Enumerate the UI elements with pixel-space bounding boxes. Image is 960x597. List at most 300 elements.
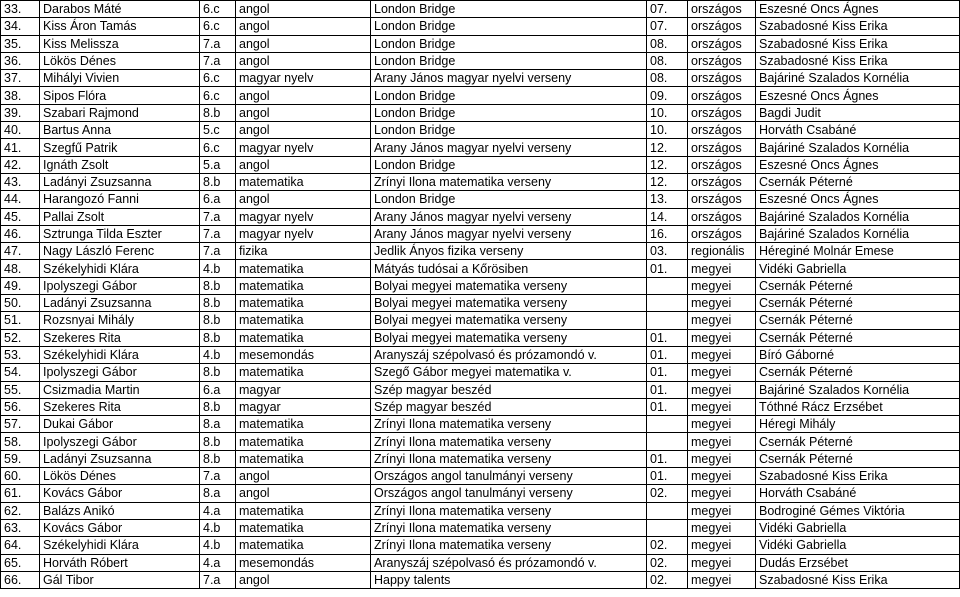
competition-cell: Szép magyar beszéd xyxy=(371,398,647,415)
competition-cell: Arany János magyar nyelvi verseny xyxy=(371,139,647,156)
competition-cell: Arany János magyar nyelvi verseny xyxy=(371,70,647,87)
class-cell: 5.a xyxy=(200,156,236,173)
teacher-cell: Csernák Péterné xyxy=(756,433,960,450)
table-row xyxy=(1,173,960,190)
student-name-cell: Dukai Gábor xyxy=(40,416,200,433)
student-name-cell: Ladányi Zsuzsanna xyxy=(40,450,200,467)
student-name-cell: Ipolyszegi Gábor xyxy=(40,433,200,450)
placement-cell: 01. xyxy=(647,364,688,381)
subject-cell: angol xyxy=(236,122,371,139)
class-cell: 8.b xyxy=(200,364,236,381)
class-cell: 6.c xyxy=(200,139,236,156)
competition-cell: Bolyai megyei matematika verseny xyxy=(371,329,647,346)
row-number-cell: 66. xyxy=(1,571,40,588)
level-cell: megyei xyxy=(688,295,756,312)
competition-cell: Zrínyi Ilona matematika verseny xyxy=(371,450,647,467)
row-number-cell: 40. xyxy=(1,122,40,139)
table-row xyxy=(1,312,960,329)
competition-cell: Zrínyi Ilona matematika verseny xyxy=(371,502,647,519)
student-name-cell: Szekeres Rita xyxy=(40,329,200,346)
level-cell: megyei xyxy=(688,502,756,519)
student-name-cell: Pallai Zsolt xyxy=(40,208,200,225)
level-cell: megyei xyxy=(688,398,756,415)
level-cell: megyei xyxy=(688,260,756,277)
subject-cell: angol xyxy=(236,191,371,208)
subject-cell: angol xyxy=(236,87,371,104)
placement-cell: 01. xyxy=(647,398,688,415)
placement-cell: 08. xyxy=(647,70,688,87)
class-cell: 7.a xyxy=(200,243,236,260)
table-row xyxy=(1,433,960,450)
competition-cell: Országos angol tanulmányi verseny xyxy=(371,485,647,502)
subject-cell: angol xyxy=(236,104,371,121)
table-row xyxy=(1,450,960,467)
student-name-cell: Harangozó Fanni xyxy=(40,191,200,208)
table-row xyxy=(1,295,960,312)
table-row xyxy=(1,416,960,433)
table-row xyxy=(1,398,960,415)
class-cell: 8.a xyxy=(200,485,236,502)
subject-cell: matematika xyxy=(236,173,371,190)
row-number-cell: 37. xyxy=(1,70,40,87)
class-cell: 8.b xyxy=(200,312,236,329)
row-number-cell: 52. xyxy=(1,329,40,346)
student-name-cell: Kovács Gábor xyxy=(40,485,200,502)
student-name-cell: Nagy László Ferenc xyxy=(40,243,200,260)
student-name-cell: Darabos Máté xyxy=(40,1,200,18)
row-number-cell: 60. xyxy=(1,468,40,485)
teacher-cell: Dudás Erzsébet xyxy=(756,554,960,571)
placement-cell: 07. xyxy=(647,1,688,18)
row-number-cell: 53. xyxy=(1,346,40,363)
row-number-cell: 51. xyxy=(1,312,40,329)
student-name-cell: Balázs Anikó xyxy=(40,502,200,519)
row-number-cell: 34. xyxy=(1,18,40,35)
table-row xyxy=(1,18,960,35)
student-name-cell: Csizmadia Martin xyxy=(40,381,200,398)
subject-cell: magyar xyxy=(236,398,371,415)
placement-cell: 08. xyxy=(647,35,688,52)
teacher-cell: Vidéki Gabriella xyxy=(756,260,960,277)
level-cell: országos xyxy=(688,173,756,190)
placement-cell xyxy=(647,295,688,312)
competition-cell: Happy talents xyxy=(371,571,647,588)
class-cell: 4.a xyxy=(200,502,236,519)
subject-cell: angol xyxy=(236,52,371,69)
subject-cell: matematika xyxy=(236,260,371,277)
row-number-cell: 56. xyxy=(1,398,40,415)
teacher-cell: Eszesné Oncs Ágnes xyxy=(756,1,960,18)
student-name-cell: Ignáth Zsolt xyxy=(40,156,200,173)
row-number-cell: 62. xyxy=(1,502,40,519)
subject-cell: angol xyxy=(236,1,371,18)
class-cell: 4.b xyxy=(200,346,236,363)
competition-cell: Szép magyar beszéd xyxy=(371,381,647,398)
competition-cell: London Bridge xyxy=(371,87,647,104)
competition-cell: Zrínyi Ilona matematika verseny xyxy=(371,416,647,433)
teacher-cell: Csernák Péterné xyxy=(756,364,960,381)
row-number-cell: 35. xyxy=(1,35,40,52)
results-table-body xyxy=(1,1,960,589)
row-number-cell: 49. xyxy=(1,277,40,294)
subject-cell: angol xyxy=(236,468,371,485)
placement-cell: 10. xyxy=(647,122,688,139)
student-name-cell: Sipos Flóra xyxy=(40,87,200,104)
class-cell: 7.a xyxy=(200,35,236,52)
level-cell: országos xyxy=(688,18,756,35)
row-number-cell: 65. xyxy=(1,554,40,571)
placement-cell: 12. xyxy=(647,173,688,190)
placement-cell xyxy=(647,502,688,519)
placement-cell xyxy=(647,433,688,450)
subject-cell: matematika xyxy=(236,450,371,467)
class-cell: 6.c xyxy=(200,70,236,87)
teacher-cell: Héregi Mihály xyxy=(756,416,960,433)
level-cell: megyei xyxy=(688,485,756,502)
teacher-cell: Csernák Péterné xyxy=(756,329,960,346)
class-cell: 4.b xyxy=(200,537,236,554)
level-cell: megyei xyxy=(688,381,756,398)
student-name-cell: Kiss Melissza xyxy=(40,35,200,52)
subject-cell: angol xyxy=(236,485,371,502)
student-name-cell: Mihályi Vivien xyxy=(40,70,200,87)
class-cell: 8.b xyxy=(200,450,236,467)
level-cell: országos xyxy=(688,35,756,52)
class-cell: 8.b xyxy=(200,398,236,415)
row-number-cell: 46. xyxy=(1,225,40,242)
table-row xyxy=(1,537,960,554)
table-row xyxy=(1,104,960,121)
placement-cell: 08. xyxy=(647,52,688,69)
table-row xyxy=(1,571,960,588)
subject-cell: matematika xyxy=(236,519,371,536)
teacher-cell: Eszesné Oncs Ágnes xyxy=(756,156,960,173)
teacher-cell: Bodroginé Gémes Viktória xyxy=(756,502,960,519)
competition-cell: Országos angol tanulmányi verseny xyxy=(371,468,647,485)
level-cell: megyei xyxy=(688,346,756,363)
row-number-cell: 54. xyxy=(1,364,40,381)
row-number-cell: 55. xyxy=(1,381,40,398)
level-cell: megyei xyxy=(688,416,756,433)
row-number-cell: 47. xyxy=(1,243,40,260)
table-row xyxy=(1,260,960,277)
teacher-cell: Szabadosné Kiss Erika xyxy=(756,468,960,485)
placement-cell: 16. xyxy=(647,225,688,242)
placement-cell: 02. xyxy=(647,537,688,554)
teacher-cell: Vidéki Gabriella xyxy=(756,519,960,536)
level-cell: országos xyxy=(688,70,756,87)
subject-cell: angol xyxy=(236,18,371,35)
class-cell: 6.a xyxy=(200,381,236,398)
student-name-cell: Rozsnyai Mihály xyxy=(40,312,200,329)
subject-cell: matematika xyxy=(236,364,371,381)
row-number-cell: 50. xyxy=(1,295,40,312)
level-cell: országos xyxy=(688,1,756,18)
subject-cell: magyar nyelv xyxy=(236,225,371,242)
placement-cell: 07. xyxy=(647,18,688,35)
class-cell: 8.a xyxy=(200,416,236,433)
table-row xyxy=(1,502,960,519)
table-row xyxy=(1,485,960,502)
teacher-cell: Eszesné Oncs Ágnes xyxy=(756,191,960,208)
level-cell: megyei xyxy=(688,450,756,467)
table-row xyxy=(1,122,960,139)
student-name-cell: Lökös Dénes xyxy=(40,52,200,69)
student-name-cell: Szabari Rajmond xyxy=(40,104,200,121)
class-cell: 7.a xyxy=(200,571,236,588)
table-row xyxy=(1,139,960,156)
subject-cell: mesemondás xyxy=(236,346,371,363)
competition-cell: Szegő Gábor megyei matematika v. xyxy=(371,364,647,381)
student-name-cell: Ladányi Zsuzsanna xyxy=(40,173,200,190)
placement-cell: 09. xyxy=(647,87,688,104)
level-cell: országos xyxy=(688,52,756,69)
competition-cell: Zrínyi Ilona matematika verseny xyxy=(371,433,647,450)
subject-cell: matematika xyxy=(236,502,371,519)
student-name-cell: Sztrunga Tilda Eszter xyxy=(40,225,200,242)
teacher-cell: Horváth Csabáné xyxy=(756,485,960,502)
teacher-cell: Vidéki Gabriella xyxy=(756,537,960,554)
teacher-cell: Csernák Péterné xyxy=(756,295,960,312)
table-row xyxy=(1,277,960,294)
row-number-cell: 41. xyxy=(1,139,40,156)
subject-cell: matematika xyxy=(236,433,371,450)
subject-cell: matematika xyxy=(236,295,371,312)
placement-cell: 03. xyxy=(647,243,688,260)
placement-cell: 13. xyxy=(647,191,688,208)
competition-cell: Mátyás tudósai a Kőrösiben xyxy=(371,260,647,277)
competition-cell: Jedlik Ányos fizika verseny xyxy=(371,243,647,260)
competition-cell: London Bridge xyxy=(371,191,647,208)
competition-cell: London Bridge xyxy=(371,1,647,18)
competition-cell: Zrínyi Ilona matematika verseny xyxy=(371,519,647,536)
teacher-cell: Csernák Péterné xyxy=(756,173,960,190)
student-name-cell: Szekeres Rita xyxy=(40,398,200,415)
table-row xyxy=(1,87,960,104)
class-cell: 6.a xyxy=(200,191,236,208)
row-number-cell: 43. xyxy=(1,173,40,190)
student-name-cell: Kovács Gábor xyxy=(40,519,200,536)
competition-cell: London Bridge xyxy=(371,104,647,121)
row-number-cell: 36. xyxy=(1,52,40,69)
subject-cell: fizika xyxy=(236,243,371,260)
student-name-cell: Horváth Róbert xyxy=(40,554,200,571)
placement-cell xyxy=(647,277,688,294)
table-row xyxy=(1,346,960,363)
level-cell: országos xyxy=(688,191,756,208)
row-number-cell: 58. xyxy=(1,433,40,450)
subject-cell: magyar nyelv xyxy=(236,70,371,87)
competition-cell: Aranyszáj szépolvasó és prózamondó v. xyxy=(371,554,647,571)
class-cell: 6.c xyxy=(200,87,236,104)
class-cell: 8.b xyxy=(200,104,236,121)
placement-cell: 10. xyxy=(647,104,688,121)
teacher-cell: Horváth Csabáné xyxy=(756,122,960,139)
competition-cell: Zrínyi Ilona matematika verseny xyxy=(371,173,647,190)
level-cell: országos xyxy=(688,104,756,121)
level-cell: megyei xyxy=(688,571,756,588)
teacher-cell: Bíró Gáborné xyxy=(756,346,960,363)
level-cell: országos xyxy=(688,225,756,242)
level-cell: regionális xyxy=(688,243,756,260)
level-cell: országos xyxy=(688,156,756,173)
row-number-cell: 48. xyxy=(1,260,40,277)
subject-cell: mesemondás xyxy=(236,554,371,571)
subject-cell: matematika xyxy=(236,416,371,433)
placement-cell xyxy=(647,416,688,433)
competition-cell: Bolyai megyei matematika verseny xyxy=(371,277,647,294)
teacher-cell: Csernák Péterné xyxy=(756,277,960,294)
placement-cell: 01. xyxy=(647,260,688,277)
subject-cell: angol xyxy=(236,571,371,588)
class-cell: 5.c xyxy=(200,122,236,139)
student-name-cell: Székelyhidi Klára xyxy=(40,260,200,277)
table-row xyxy=(1,52,960,69)
subject-cell: magyar nyelv xyxy=(236,208,371,225)
level-cell: megyei xyxy=(688,537,756,554)
level-cell: országos xyxy=(688,208,756,225)
table-row xyxy=(1,329,960,346)
teacher-cell: Héreginé Molnár Emese xyxy=(756,243,960,260)
level-cell: országos xyxy=(688,139,756,156)
competition-cell: Bolyai megyei matematika verseny xyxy=(371,312,647,329)
subject-cell: matematika xyxy=(236,312,371,329)
class-cell: 6.c xyxy=(200,1,236,18)
placement-cell: 12. xyxy=(647,156,688,173)
subject-cell: angol xyxy=(236,35,371,52)
placement-cell: 02. xyxy=(647,554,688,571)
class-cell: 6.c xyxy=(200,18,236,35)
competition-cell: London Bridge xyxy=(371,35,647,52)
teacher-cell: Bagdi Judit xyxy=(756,104,960,121)
placement-cell: 02. xyxy=(647,571,688,588)
placement-cell: 14. xyxy=(647,208,688,225)
table-row xyxy=(1,35,960,52)
class-cell: 8.b xyxy=(200,277,236,294)
level-cell: megyei xyxy=(688,277,756,294)
table-row xyxy=(1,243,960,260)
subject-cell: magyar xyxy=(236,381,371,398)
level-cell: megyei xyxy=(688,329,756,346)
teacher-cell: Bajáriné Szalados Kornélia xyxy=(756,208,960,225)
placement-cell: 12. xyxy=(647,139,688,156)
student-name-cell: Szegfű Patrik xyxy=(40,139,200,156)
level-cell: megyei xyxy=(688,364,756,381)
table-row xyxy=(1,381,960,398)
subject-cell: matematika xyxy=(236,277,371,294)
teacher-cell: Szabadosné Kiss Erika xyxy=(756,18,960,35)
teacher-cell: Bajáriné Szalados Kornélia xyxy=(756,70,960,87)
class-cell: 8.b xyxy=(200,295,236,312)
placement-cell: 01. xyxy=(647,346,688,363)
level-cell: országos xyxy=(688,87,756,104)
student-name-cell: Gál Tibor xyxy=(40,571,200,588)
competition-cell: London Bridge xyxy=(371,18,647,35)
placement-cell: 01. xyxy=(647,381,688,398)
table-row xyxy=(1,519,960,536)
student-name-cell: Székelyhidi Klára xyxy=(40,346,200,363)
row-number-cell: 44. xyxy=(1,191,40,208)
class-cell: 8.b xyxy=(200,433,236,450)
student-name-cell: Székelyhidi Klára xyxy=(40,537,200,554)
row-number-cell: 42. xyxy=(1,156,40,173)
teacher-cell: Szabadosné Kiss Erika xyxy=(756,571,960,588)
row-number-cell: 64. xyxy=(1,537,40,554)
table-row xyxy=(1,468,960,485)
subject-cell: angol xyxy=(236,156,371,173)
table-row xyxy=(1,225,960,242)
level-cell: megyei xyxy=(688,468,756,485)
placement-cell: 01. xyxy=(647,329,688,346)
competition-cell: Bolyai megyei matematika verseny xyxy=(371,295,647,312)
student-name-cell: Ipolyszegi Gábor xyxy=(40,277,200,294)
student-name-cell: Lökös Dénes xyxy=(40,468,200,485)
level-cell: megyei xyxy=(688,554,756,571)
table-row xyxy=(1,1,960,18)
competition-cell: London Bridge xyxy=(371,156,647,173)
teacher-cell: Csernák Péterné xyxy=(756,450,960,467)
class-cell: 7.a xyxy=(200,208,236,225)
competition-cell: Aranyszáj szépolvasó és prózamondó v. xyxy=(371,346,647,363)
table-row xyxy=(1,156,960,173)
student-name-cell: Kiss Áron Tamás xyxy=(40,18,200,35)
subject-cell: matematika xyxy=(236,329,371,346)
teacher-cell: Szabadosné Kiss Erika xyxy=(756,35,960,52)
row-number-cell: 63. xyxy=(1,519,40,536)
teacher-cell: Bajáriné Szalados Kornélia xyxy=(756,225,960,242)
competition-cell: London Bridge xyxy=(371,122,647,139)
placement-cell: 01. xyxy=(647,468,688,485)
class-cell: 8.b xyxy=(200,173,236,190)
placement-cell xyxy=(647,312,688,329)
row-number-cell: 38. xyxy=(1,87,40,104)
level-cell: megyei xyxy=(688,519,756,536)
subject-cell: magyar nyelv xyxy=(236,139,371,156)
class-cell: 4.a xyxy=(200,554,236,571)
class-cell: 8.b xyxy=(200,329,236,346)
table-row xyxy=(1,554,960,571)
placement-cell: 01. xyxy=(647,450,688,467)
student-name-cell: Ipolyszegi Gábor xyxy=(40,364,200,381)
competition-cell: London Bridge xyxy=(371,52,647,69)
class-cell: 7.a xyxy=(200,52,236,69)
row-number-cell: 61. xyxy=(1,485,40,502)
class-cell: 7.a xyxy=(200,225,236,242)
teacher-cell: Szabadosné Kiss Erika xyxy=(756,52,960,69)
teacher-cell: Csernák Péterné xyxy=(756,312,960,329)
row-number-cell: 45. xyxy=(1,208,40,225)
table-row xyxy=(1,208,960,225)
row-number-cell: 59. xyxy=(1,450,40,467)
row-number-cell: 57. xyxy=(1,416,40,433)
class-cell: 7.a xyxy=(200,468,236,485)
class-cell: 4.b xyxy=(200,519,236,536)
level-cell: megyei xyxy=(688,433,756,450)
row-number-cell: 39. xyxy=(1,104,40,121)
level-cell: megyei xyxy=(688,312,756,329)
placement-cell xyxy=(647,519,688,536)
competition-cell: Arany János magyar nyelvi verseny xyxy=(371,208,647,225)
class-cell: 4.b xyxy=(200,260,236,277)
subject-cell: matematika xyxy=(236,537,371,554)
row-number-cell: 33. xyxy=(1,1,40,18)
level-cell: országos xyxy=(688,122,756,139)
competition-cell: Arany János magyar nyelvi verseny xyxy=(371,225,647,242)
student-name-cell: Bartus Anna xyxy=(40,122,200,139)
student-name-cell: Ladányi Zsuzsanna xyxy=(40,295,200,312)
teacher-cell: Bajáriné Szalados Kornélia xyxy=(756,381,960,398)
teacher-cell: Tóthné Rácz Erzsébet xyxy=(756,398,960,415)
